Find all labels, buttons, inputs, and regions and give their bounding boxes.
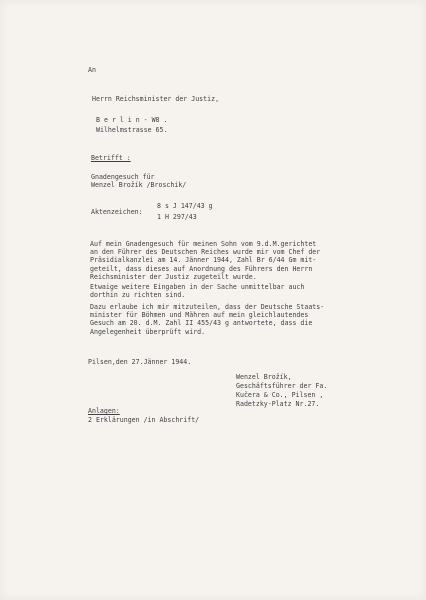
signature-title: Geschäftsführer der Fa.: [236, 382, 328, 390]
enclosures-item: 2 Erklärungen /in Abschrift/: [88, 416, 200, 424]
body-line: Dazu erlaube ich mir mitzuteilen, dass der Deutsche Staats-: [90, 303, 325, 311]
body-line: Angelegenheit überprüft wird.: [90, 327, 206, 336]
body-paragraph-3: [90, 303, 390, 336]
recipient-city: B e r l i n - W8 .: [96, 116, 168, 124]
body-line: Etwaige weitere Eingaben in der Sache unmittelbar auch: [90, 283, 305, 291]
enclosures-label: Anlagen:: [88, 407, 120, 415]
reference-line-2: 1 H 297/43: [157, 213, 197, 221]
body-line: dorthin zu richten sind.: [90, 291, 186, 300]
body-paragraph-2: [90, 283, 390, 299]
recipient-line: Herrn Reichsminister der Justiz,: [92, 95, 220, 103]
reference-label: Aktenzeichen:: [91, 208, 143, 216]
body-line: an den Führer des Deutschen Reiches wurde mir vom Chef der: [90, 248, 321, 257]
body-line: Gesuch am 20. d.M. Zahl II 455/43 g antwortete, dass die: [90, 319, 313, 328]
salutation-an: An: [88, 66, 96, 74]
body-line: minister für Böhmen und Mähren auf mein gleichlautendes: [90, 311, 309, 320]
recipient-street: Wilhelmstrasse 65.: [96, 126, 168, 134]
signature-firm: Kučera & Co., Pilsen ,: [236, 391, 324, 399]
reference-line-1: 8 s J 147/43 g: [157, 202, 213, 210]
body-line: Reichsminister der Justiz zugeteilt wurde.: [90, 272, 257, 281]
signature-name: Wenzel Brožík,: [236, 373, 292, 381]
date-line: Pilsen,den 27.Jänner 1944.: [88, 358, 192, 366]
subject-line-1: Gnadengesuch für: [91, 173, 155, 181]
subject-label: Betrifft :: [91, 154, 131, 162]
subject-line-2: Wenzel Brožík /Broschik/: [91, 181, 187, 189]
body-line: Präsidialkanzlei am 14. Jänner 1944, Zahl Br 6/44 Gm mit-: [90, 256, 317, 265]
signature-address: Radetzky-Platz Nr.27.: [236, 400, 320, 408]
body-paragraph-1: [90, 240, 390, 281]
body-line: Auf mein Gnadengesuch für meinen Sohn vom 9.d.M.gerichtet: [90, 240, 317, 248]
body-line: geteilt, dass dieses auf Anordnung des Führers den Herrn: [90, 264, 313, 273]
